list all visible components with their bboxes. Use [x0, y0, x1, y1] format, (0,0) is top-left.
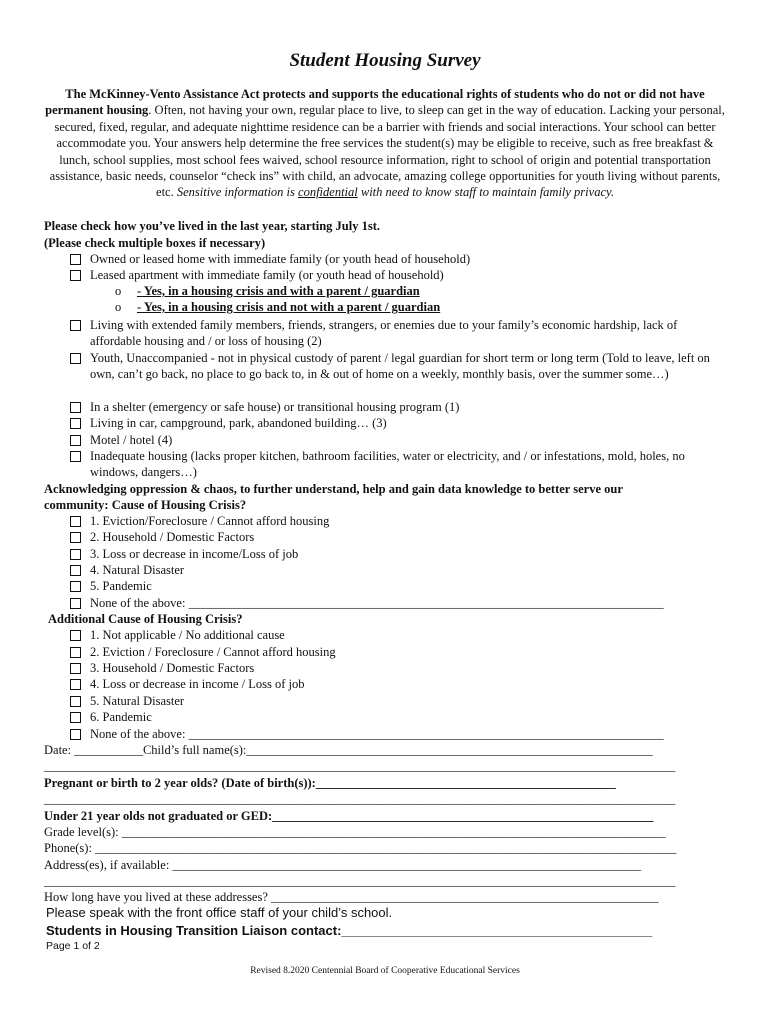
checkbox[interactable]	[70, 254, 81, 265]
q1-option-7[interactable]: Motel / hotel (4)	[70, 432, 730, 448]
q1-option-8[interactable]: Inadequate housing (lacks proper kitchen, bathroom facilities, water or electricity, and / or infestations, mold, holes, no windows, dangers…)	[70, 448, 710, 481]
q2-option-none[interactable]: None of the above: ____________________________________________________________________________	[70, 595, 730, 611]
q2-option-2[interactable]: 2. Household / Domestic Factors	[70, 529, 730, 545]
how-long-field[interactable]: How long have you lived at these addresses? ______________________________________________________________	[44, 890, 659, 904]
q3-option-1[interactable]: 1. Not applicable / No additional cause	[70, 627, 730, 643]
date-child-name-field[interactable]: Date: ___________Child’s full name(s):_________________________________________________________________	[44, 743, 653, 757]
q1-option-4[interactable]: Youth, Unaccompanied - not in physical custody of parent / legal guardian for short term or long term (Told to leave, left on own, can’t go back, no place to go back to, in & out of home on a weekly, monthly basis, over the summer some…)	[70, 350, 710, 399]
checkbox[interactable]	[70, 549, 81, 560]
q3-option-4[interactable]: 4. Loss or decrease in income / Loss of job	[70, 676, 730, 692]
checkbox[interactable]	[70, 565, 81, 576]
q1-option-3[interactable]: Living with extended family members, friends, strangers, or enemies due to your family’s economic hardship, lack of affordable housing and / or loss of housing (2)	[70, 317, 710, 350]
radio-circle[interactable]: o	[115, 300, 122, 314]
q2-option-4[interactable]: 4. Natural Disaster	[70, 562, 730, 578]
q3-heading: Additional Cause of Housing Crisis?	[48, 612, 243, 626]
pregnant-dob-field[interactable]: Pregnant or birth to 2 year olds? (Date of birth(s)):________________________________________________	[44, 776, 616, 790]
q2-heading-2: community: Cause of Housing Crisis?	[44, 498, 247, 512]
q1-option-6[interactable]: Living in car, campground, park, abandoned building… (3)	[70, 415, 730, 431]
intro-italic-2: with need to know staff to maintain family privacy.	[357, 185, 614, 200]
radio-circle[interactable]: o	[115, 284, 122, 298]
blank-line[interactable]: _____________________________________________________________________________________________________	[44, 759, 676, 773]
intro-body: . Often, not having your own, regular place to live, to sleep can get in the way of education. Lacking your personal, secured, fixed, regular, and adequate nighttime residence can be a barrier with friends and social interactions. Your school can better accommodate you. Your answers help determine the free services the student(s) may be eligible to receive, such as free breakfast & lunch, school supplies, most school fees waived, school resource information, right to school of origin and potential transportation assistance, basic needs, counselor “check ins” with child, an advocate, amazing college opportunities for youth living without parents, etc.	[49, 103, 725, 200]
q3-option-6[interactable]: 6. Pandemic	[70, 709, 730, 725]
checkbox[interactable]	[70, 712, 81, 723]
checkbox[interactable]	[70, 663, 81, 674]
q1-sub-option-2[interactable]: o - Yes, in a housing crisis and not with a parent / guardian	[115, 300, 441, 314]
q1-option-5[interactable]: In a shelter (emergency or safe house) or transitional housing program (1)	[70, 399, 730, 415]
q3-option-none[interactable]: None of the above: ____________________________________________________________________________	[70, 726, 730, 742]
blank-line[interactable]: _____________________________________________________________________________________________________	[44, 874, 676, 888]
checkbox[interactable]	[70, 402, 81, 413]
q1-heading-2: (Please check multiple boxes if necessary)	[44, 236, 266, 250]
address-field[interactable]: Address(es), if available: ___________________________________________________________________________	[44, 858, 642, 872]
checkbox[interactable]	[70, 729, 81, 740]
intro-italic-underline: confidential	[298, 185, 358, 200]
checkbox[interactable]	[70, 353, 81, 364]
q3-option-5[interactable]: 5. Natural Disaster	[70, 693, 730, 709]
q1-option-2[interactable]: Leased apartment with immediate family (or youth head of household)	[70, 267, 730, 283]
q3-option-2[interactable]: 2. Eviction / Foreclosure / Cannot afford housing	[70, 644, 730, 660]
under-21-field[interactable]: Under 21 year olds not graduated or GED:_____________________________________________________________	[44, 809, 654, 823]
grade-level-field[interactable]: Grade level(s): _______________________________________________________________________________________	[44, 825, 666, 839]
checkbox[interactable]	[70, 630, 81, 641]
footer-revised: Revised 8.2020 Centennial Board of Cooperative Educational Services	[250, 966, 520, 976]
checkbox[interactable]	[70, 532, 81, 543]
q2-option-3[interactable]: 3. Loss or decrease in income/Loss of job	[70, 546, 730, 562]
q1-sub-option-1[interactable]: o - Yes, in a housing crisis and with a parent / guardian	[115, 284, 420, 298]
checkbox[interactable]	[70, 516, 81, 527]
checkbox[interactable]	[70, 647, 81, 658]
blank-line[interactable]: _____________________________________________________________________________________________________	[44, 792, 676, 806]
intro-italic-1: Sensitive information is	[176, 185, 295, 200]
speak-with-office-text: Please speak with the front office staff of your child’s school.	[46, 905, 393, 920]
checkbox[interactable]	[70, 320, 81, 331]
intro-bold: The McKinney-Vento Assistance Act protects and supports the educational rights of students who do not or did not have permanent housing	[45, 87, 705, 118]
q2-heading-1: Acknowledging oppression & chaos, to further understand, help and gain data knowledge to better serve our	[44, 482, 623, 496]
checkbox[interactable]	[70, 451, 81, 462]
q2-option-1[interactable]: 1. Eviction/Foreclosure / Cannot afford housing	[70, 513, 730, 529]
intro-paragraph	[44, 86, 726, 201]
checkbox[interactable]	[70, 581, 81, 592]
checkbox[interactable]	[70, 270, 81, 281]
q1-heading-1: Please check how you’ve lived in the last year, starting July 1st.	[44, 219, 380, 233]
checkbox[interactable]	[70, 679, 81, 690]
liaison-contact-field[interactable]: Students in Housing Transition Liaison contact:___________________________________________	[46, 923, 653, 938]
document-title: Student Housing Survey	[289, 50, 481, 71]
q3-option-3[interactable]: 3. Household / Domestic Factors	[70, 660, 730, 676]
q2-option-5[interactable]: 5. Pandemic	[70, 578, 730, 594]
page-number: Page 1 of 2	[46, 940, 100, 952]
checkbox[interactable]	[70, 696, 81, 707]
checkbox[interactable]	[70, 418, 81, 429]
q1-option-1[interactable]: Owned or leased home with immediate family (or youth head of household)	[70, 251, 730, 267]
checkbox[interactable]	[70, 435, 81, 446]
phone-field[interactable]: Phone(s): _____________________________________________________________________________________________	[44, 841, 677, 855]
checkbox[interactable]	[70, 598, 81, 609]
